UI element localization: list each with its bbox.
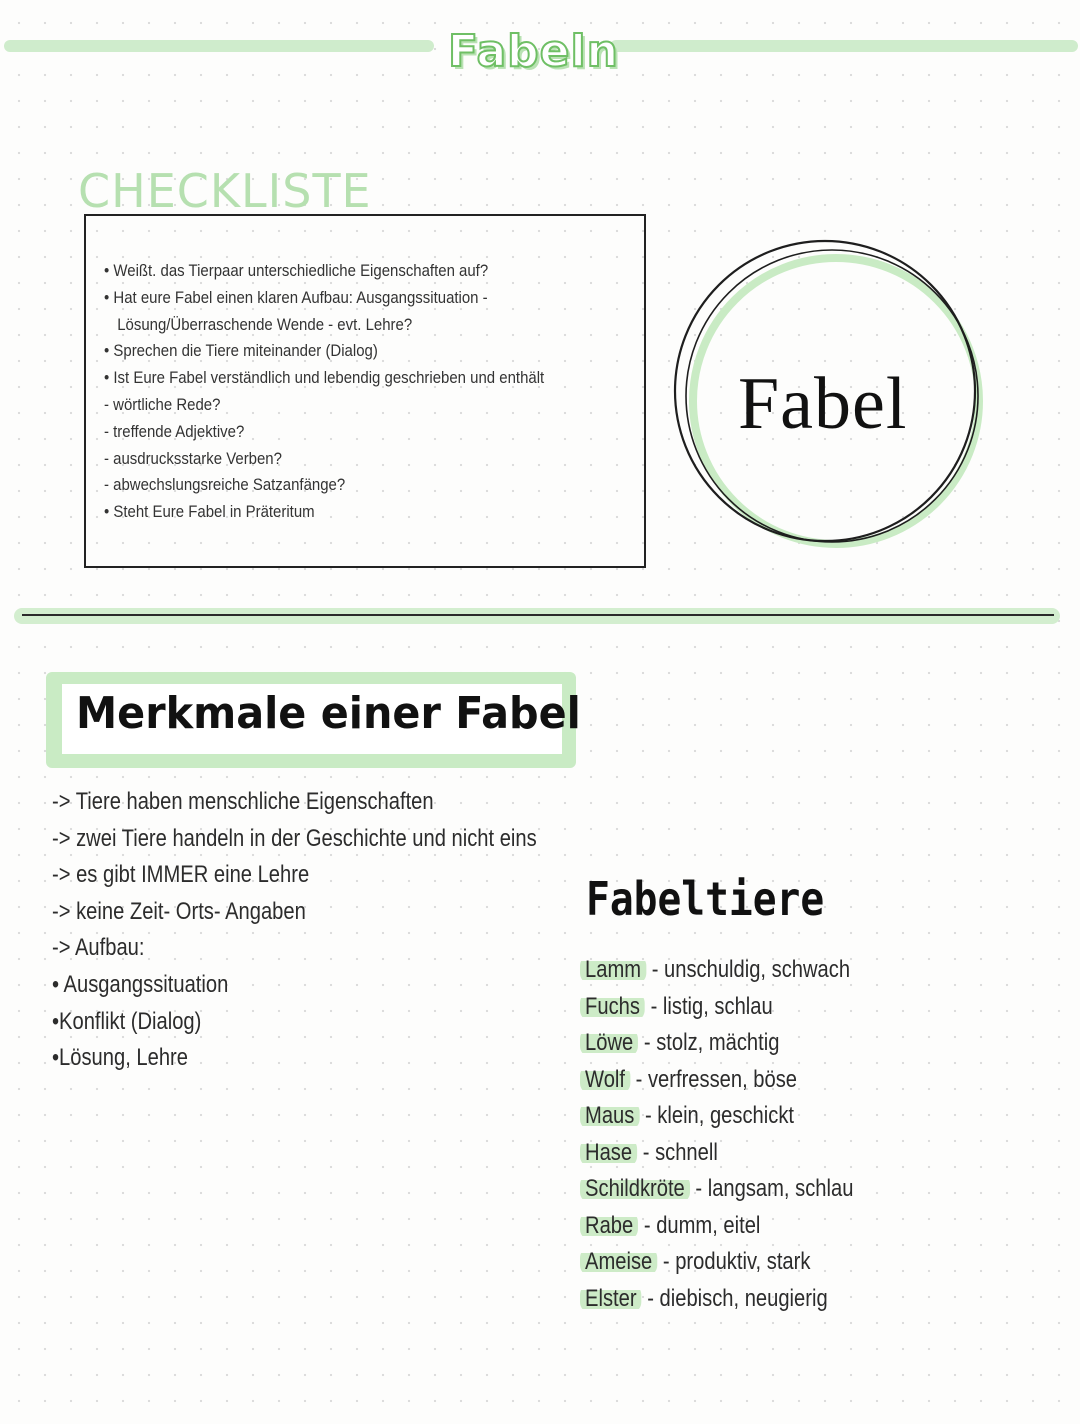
fabeltiere-heading: Fabeltiere [586,872,825,926]
fabeltier-item [580,1171,853,1208]
merkmal-item: •Konflikt (Dialog) [52,1007,202,1035]
fabeltier-item [580,989,853,1026]
checklist-item: - abwechslungsreiche Satzanfänge? [104,475,346,495]
fabeltier-name: Rabe [580,1212,638,1239]
fabeltier-desc: - unschuldig, schwach [651,956,851,983]
circle-label: Fabel [738,363,908,445]
merkmale-list [52,784,629,1077]
fabeltier-item [580,1062,853,1099]
fabeltier-item [580,952,853,989]
merkmal-item: -> Aufbau: [52,934,145,962]
merkmal-item: •Lösung, Lehre [52,1044,188,1072]
fabeltier-name: Hase [580,1139,637,1166]
checklist-item: - ausdrucksstarke Verben? [104,448,282,468]
checklist-item: Lösung/Überraschende Wende - evt. Lehre? [117,314,413,334]
page-title: Fabeln [448,26,619,77]
fabeltier-item [580,1281,853,1318]
fabeltier-desc: - langsam, schlau [695,1175,854,1202]
merkmale-heading: Merkmale einer Fabel [76,688,581,739]
fabeltier-desc: - verfressen, böse [635,1065,798,1093]
checklist-list [104,258,604,526]
checklist-item: - treffende Adjektive? [104,421,245,441]
fabeltier-item [580,1025,853,1062]
checklist-item: - wörtliche Rede? [104,394,221,414]
fabeltier-name: Wolf [580,1066,630,1093]
merkmal-item: -> zwei Tiere handeln in der Geschichte und nicht eins [52,824,537,852]
fabeltier-name: Ameise [580,1248,657,1275]
merkmal-item: -> es gibt IMMER eine Lehre [52,861,310,889]
merkmal-item: -> keine Zeit- Orts- Angaben [52,897,306,925]
fabeltier-name: Schildkröte [580,1175,690,1202]
fabeltier-desc: - dumm, eitel [643,1211,761,1239]
fabeltier-desc: - produktiv, stark [662,1248,811,1275]
checklist-heading: CHECKLISTE [78,164,372,218]
merkmal-item: • Ausgangssituation [52,970,229,998]
section-divider-line [22,614,1054,616]
fabeltier-name: Elster [580,1285,642,1312]
checklist-item: • Weißt. das Tierpaar unterschiedliche Eigenschaften auf? [104,261,489,280]
fabeltier-name: Maus [580,1102,639,1129]
checklist-item: • Steht Eure Fabel in Präteritum [104,502,315,522]
section-divider [14,608,1060,624]
fabeltier-name: Löwe [580,1029,638,1056]
checklist-item: • Hat eure Fabel einen klaren Aufbau: Ausgangssituation - [104,287,488,307]
checklist-item: • Sprechen die Tiere miteinander (Dialog) [104,341,378,361]
fabeltier-desc: - listig, schlau [650,992,773,1020]
fabeltiere-list [580,952,906,1317]
fabeltier-item [580,1208,853,1245]
fabeltier-desc: - stolz, mächtig [643,1029,780,1056]
header-line-left [4,40,434,52]
checklist-item: • Ist Eure Fabel verständlich und lebendig geschrieben und enthält [104,368,545,388]
fabeltier-desc: - diebisch, neugierig [647,1284,828,1312]
fabeltier-item [580,1244,853,1281]
fabeltier-desc: - schnell [642,1138,718,1166]
fabeltier-name: Lamm [580,956,646,983]
fabeltier-desc: - klein, geschickt [644,1102,795,1129]
merkmal-item: -> Tiere haben menschliche Eigenschaften [52,788,434,815]
fabeltier-item [580,1098,853,1135]
fabeltier-item [580,1135,853,1172]
header-line-right [610,40,1078,52]
fabeltier-name: Fuchs [580,993,645,1020]
